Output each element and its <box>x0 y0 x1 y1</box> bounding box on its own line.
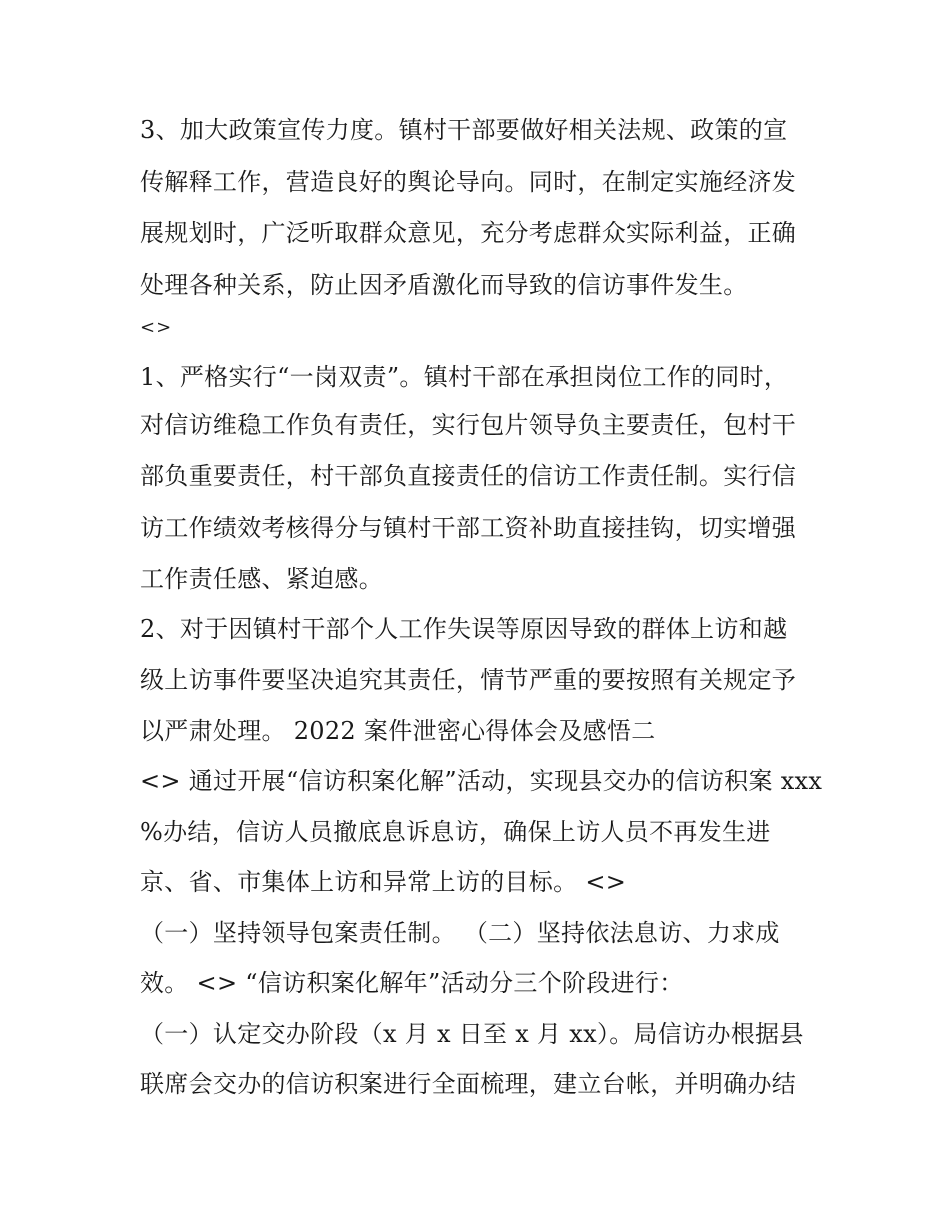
text-line: 对信访维稳工作负有责任，实行包片领导负主要责任，包村干 <box>140 411 797 439</box>
text-line: （一）坚持领导包案责任制。 （二）坚持依法息访、力求成 <box>140 919 780 947</box>
text-line: 3、加大政策宣传力度。镇村干部要做好相关法规、政策的宣 <box>140 116 788 144</box>
text-line: 展规划时，广泛听取群众意见，充分考虑群众实际利益，正确 <box>140 219 797 247</box>
text-line: 处理各种关系，防止因矛盾激化而导致的信访事件发生。 <box>140 271 748 299</box>
text-line: （一）认定交办阶段（x 月 x 日至 x 月 xx）。局信访办根据县 <box>140 1020 804 1048</box>
text-line: %办结，信访人员撤底息诉息访，确保上访人员不再发生进 <box>140 818 771 846</box>
text-line: 级上访事件要坚决追究其责任，情节严重的要按照有关规定予 <box>140 666 797 694</box>
text-line: 访工作绩效考核得分与镇村干部工资补助直接挂钩，切实增强 <box>140 514 797 542</box>
text-line: 1、严格实行“一岗双责”。镇村干部在承担岗位工作的同时， <box>140 363 789 391</box>
text-line: 工作责任感、紧迫感。 <box>140 565 383 593</box>
text-line: 效。 <> “信访积案化解年”活动分三个阶段进行： <box>140 969 684 997</box>
text-line: 以严肃处理。 2022 案件泄密心得体会及感悟二 <box>140 717 656 745</box>
text-line: 2、对于因镇村干部个人工作失误等原因导致的群体上访和越 <box>140 615 788 643</box>
text-line: <> 通过开展“信访积案化解”活动，实现县交办的信访积案 xxx <box>140 767 823 795</box>
text-line: <> <box>140 317 173 338</box>
text-line: 部负重要责任，村干部负直接责任的信访工作责任制。实行信 <box>140 462 797 490</box>
text-line: 传解释工作，营造良好的舆论导向。同时，在制定实施经济发 <box>140 168 797 196</box>
text-line: 联席会交办的信访积案进行全面梳理，建立台帐，并明确办结 <box>140 1070 797 1098</box>
text-line: 京、省、市集体上访和异常上访的目标。 <> <box>140 868 627 896</box>
